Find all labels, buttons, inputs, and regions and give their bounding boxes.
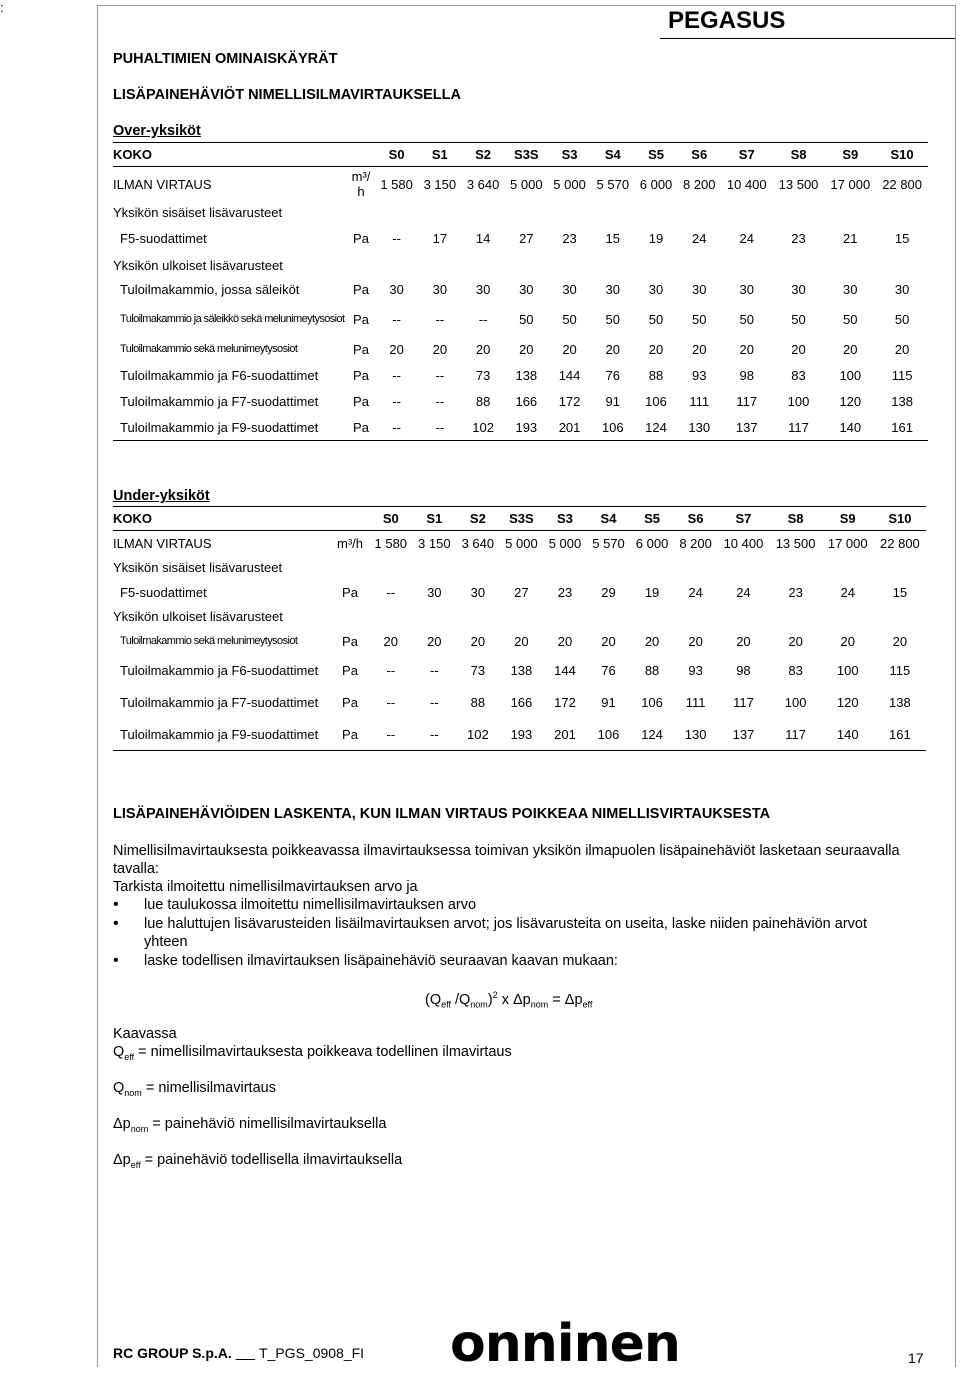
accessory-value: 88 — [644, 663, 660, 678]
accessory-value: 172 — [558, 394, 581, 409]
size-header-cell: S3S — [505, 143, 548, 167]
accessory-value: 20 — [644, 634, 660, 649]
over-acc-row — [113, 277, 928, 303]
under-internal-row — [113, 556, 926, 580]
accessory-value: 115 — [891, 368, 913, 383]
accessory-value: 20 — [736, 634, 751, 649]
size-header-cell: S4 — [587, 507, 631, 531]
f5-value: 23 — [791, 231, 806, 246]
size-header-cell: S7 — [721, 143, 773, 167]
accessory-value: 20 — [519, 342, 534, 357]
accessory-unit: Pa — [353, 394, 369, 409]
airflow-value: 1 580 — [380, 176, 413, 192]
accessory-value: 20 — [605, 342, 621, 357]
accessory-value: -- — [369, 719, 413, 751]
accessory-value: 88 — [470, 695, 486, 710]
accessory-value: 106 — [587, 719, 631, 751]
accessory-value: 88 — [475, 394, 491, 409]
accessory-label: Tuloilmakammio ja F6-suodattimet — [120, 663, 319, 678]
size-header-cell: S10 — [874, 507, 926, 531]
calc-bullet-list — [113, 896, 913, 971]
accessory-value: 138 — [510, 663, 533, 678]
over-table — [113, 142, 928, 441]
airflow-unit: m³/h — [337, 535, 363, 551]
f5-value: 21 — [843, 231, 858, 246]
f5-value: 15 — [605, 231, 621, 246]
accessory-value: 20 — [892, 634, 908, 649]
airflow-value: 17 000 — [827, 535, 868, 551]
accessory-label: Tuloilmakammio, jossa säleiköt — [120, 282, 300, 297]
size-header-cell — [347, 143, 375, 167]
accessory-value: 73 — [470, 663, 486, 678]
accessory-unit: Pa — [353, 342, 369, 357]
accessory-value: 111 — [685, 695, 706, 710]
airflow-value: 6 000 — [635, 535, 669, 551]
accessory-unit: Pa — [353, 312, 369, 327]
f5-value: -- — [386, 584, 396, 600]
onninen-logo: onninen — [450, 1314, 680, 1374]
accessory-value: 30 — [739, 282, 754, 297]
accessory-unit: Pa — [347, 415, 375, 441]
f5-value: 17 — [432, 231, 448, 246]
f5-value: 23 — [562, 231, 577, 246]
size-header-label: KOKO — [113, 143, 347, 167]
accessory-value: 50 — [519, 312, 534, 327]
accessory-value: 93 — [692, 368, 707, 383]
size-header-cell: S9 — [824, 143, 876, 167]
airflow-value: 22 800 — [880, 535, 920, 551]
size-header-label: KOKO — [113, 507, 331, 531]
airflow-value: 6 000 — [639, 176, 673, 192]
accessory-value: -- — [478, 312, 488, 327]
accessory-unit: Pa — [353, 282, 369, 297]
size-header-cell: S7 — [717, 507, 769, 531]
accessory-value: -- — [418, 415, 461, 441]
accessory-label: Tuloilmakammio ja F9-suodattimet — [113, 719, 331, 751]
accessory-value: 50 — [605, 312, 621, 327]
accessory-value: 20 — [601, 634, 616, 649]
accessory-value: 88 — [648, 368, 664, 383]
internal-accessories-label: Yksikön sisäiset lisävarusteet — [113, 560, 283, 575]
def-pnom: $\Delta p_{nom}$ = painehäviö nimellisilmavirtauksella — [113, 1116, 387, 1134]
over-f5-row — [113, 224, 928, 254]
internal-accessories-label: Yksikön sisäiset lisävarusteet — [113, 205, 283, 220]
size-header-cell: S10 — [876, 143, 928, 167]
f5-value: 29 — [601, 584, 616, 600]
accessory-value: 20 — [475, 342, 491, 357]
airflow-unit: m³/ h — [351, 169, 371, 200]
accessory-value: 106 — [591, 415, 634, 441]
accessory-value: 20 — [648, 342, 664, 357]
accessory-value: 117 — [773, 415, 825, 441]
corner-mark: : — [0, 0, 4, 15]
airflow-value: 5 000 — [505, 535, 538, 551]
accessory-value: 93 — [688, 663, 703, 678]
accessory-value: -- — [435, 368, 445, 383]
accessory-value: 98 — [739, 368, 754, 383]
accessory-value: 98 — [736, 663, 751, 678]
accessory-label: Tuloilmakammio ja F6-suodattimet — [120, 368, 319, 383]
accessory-value: 20 — [894, 342, 910, 357]
accessory-value: 20 — [389, 342, 404, 357]
frame-left-line — [97, 5, 98, 1367]
accessory-value: 50 — [692, 312, 707, 327]
accessory-value: 193 — [500, 719, 544, 751]
f5-filter-label: F5-suodattimet — [120, 231, 207, 246]
f5-value: 27 — [514, 584, 529, 600]
f5-value: 30 — [470, 584, 486, 600]
accessory-value: 20 — [557, 634, 573, 649]
accessory-value: 30 — [389, 282, 404, 297]
accessory-label: Tuloilmakammio sekä melunimeytysosiot — [120, 343, 298, 355]
airflow-value: 17 000 — [830, 176, 871, 192]
over-acc-row — [113, 363, 928, 389]
accessory-value: 161 — [876, 415, 928, 441]
accessory-value: 30 — [432, 282, 448, 297]
size-header-cell: S9 — [822, 507, 874, 531]
accessory-value: 50 — [739, 312, 754, 327]
accessory-value: -- — [386, 695, 396, 710]
accessory-value: 83 — [788, 663, 803, 678]
over-acc-row — [113, 389, 928, 415]
accessory-value: -- — [392, 312, 401, 327]
accessory-value: 138 — [515, 368, 538, 383]
over-airflow-row — [113, 167, 928, 202]
accessory-value: 20 — [688, 634, 703, 649]
accessory-unit: Pa — [353, 368, 369, 383]
airflow-value: 5 570 — [596, 176, 630, 192]
frame-top-line — [97, 5, 955, 6]
f5-value: 23 — [788, 584, 803, 600]
f5-value: 24 — [739, 231, 754, 246]
size-header-cell: S3 — [543, 507, 587, 531]
accessory-value: 100 — [836, 663, 859, 678]
f5-filter-label: F5-suodattimet — [120, 584, 207, 600]
size-header-cell — [331, 507, 369, 531]
frame-right-line — [955, 5, 956, 1367]
f5-value: 24 — [736, 584, 751, 600]
accessory-value: 100 — [839, 368, 862, 383]
accessory-value: 137 — [717, 719, 769, 751]
f5-value: 15 — [892, 584, 908, 600]
accessory-value: 20 — [739, 342, 754, 357]
under-header-row — [113, 507, 926, 531]
accessory-value: -- — [413, 719, 457, 751]
over-acc-row — [113, 303, 928, 337]
airflow-value: 3 640 — [461, 535, 495, 551]
f5-value: 30 — [427, 584, 442, 600]
header-separator — [660, 38, 955, 39]
size-header-cell: S8 — [770, 507, 822, 531]
accessory-value: -- — [435, 312, 445, 327]
accessory-unit: Pa — [342, 663, 358, 678]
accessory-value: 30 — [791, 282, 806, 297]
accessory-value: 83 — [791, 368, 806, 383]
footer-doc: T_PGS_0908_FI — [259, 1345, 365, 1361]
f5-value: 15 — [894, 231, 910, 246]
accessory-label: Tuloilmakammio ja F7-suodattimet — [120, 394, 319, 409]
accessory-value: 102 — [456, 719, 500, 751]
airflow-label: ILMAN VIRTAUS — [113, 535, 212, 551]
accessory-value: 50 — [894, 312, 910, 327]
over-external-row — [113, 254, 928, 277]
accessory-value: 30 — [562, 282, 577, 297]
accessory-value: 20 — [427, 634, 442, 649]
accessory-value: -- — [429, 663, 439, 678]
accessory-value: 20 — [843, 342, 858, 357]
accessory-value: 124 — [630, 719, 674, 751]
accessory-label: Tuloilmakammio ja F9-suodattimet — [113, 415, 347, 441]
f5-value: 24 — [688, 584, 703, 600]
kaavassa-label: Kaavassa — [113, 1026, 177, 1042]
size-header-cell: S3S — [500, 507, 544, 531]
airflow-value: 13 500 — [775, 535, 816, 551]
footer-company: RC GROUP S.p.A. — [113, 1345, 232, 1361]
accessory-value: 130 — [678, 415, 721, 441]
accessory-value: 117 — [733, 695, 754, 710]
under-acc-row — [113, 719, 926, 751]
airflow-value: 1 580 — [374, 535, 408, 551]
under-airflow-row — [113, 531, 926, 556]
accessory-value: 30 — [475, 282, 491, 297]
section-subtitle: LISÄPAINEHÄVIÖT NIMELLISILMAVIRTAUKSELLA — [113, 87, 461, 103]
over-acc-row — [113, 337, 928, 363]
section-title: PUHALTIMIEN OMINAISKÄYRÄT — [113, 51, 338, 67]
accessory-value: 30 — [605, 282, 621, 297]
calc-check: Tarkista ilmoitettu nimellisilmavirtauksen arvo ja — [113, 879, 418, 895]
accessory-value: -- — [435, 394, 445, 409]
accessory-value: 161 — [874, 719, 926, 751]
accessory-unit: Pa — [342, 634, 358, 649]
size-header-cell: S4 — [591, 143, 634, 167]
external-accessories-label: Yksikön ulkoiset lisävarusteet — [113, 609, 283, 624]
accessory-value: 137 — [721, 415, 773, 441]
accessory-value: 201 — [543, 719, 587, 751]
calc-intro: Nimellisilmavirtauksesta poikkeavassa ilmavirtauksessa toimivan yksikön ilmapuolen lisäpainehäviöt lasketaan seuraavalla tavalla: — [113, 843, 900, 877]
def-peff: $\Delta p_{eff}$ = painehäviö todellisella ilmavirtauksella — [113, 1152, 403, 1170]
brand-title: PEGASUS — [668, 7, 786, 34]
size-header-cell: S1 — [418, 143, 461, 167]
bullet-item: • lue taulukossa ilmoitettu nimellisilmavirtauksen arvo — [113, 896, 913, 914]
accessory-value: 124 — [634, 415, 677, 441]
airflow-label: ILMAN VIRTAUS — [113, 176, 212, 192]
airflow-value: 10 400 — [726, 176, 767, 192]
def-qeff: $Q_{eff}$ = nimellisilmavirtauksesta poikkeava todellinen ilmavirtaus — [113, 1044, 512, 1062]
accessory-value: 73 — [475, 368, 491, 383]
accessory-value: 144 — [554, 663, 576, 678]
accessory-value: -- — [375, 415, 418, 441]
bullet-item: • laske todellisen ilmavirtauksen lisäpainehäviö seuraavan kaavan mukaan: — [113, 952, 913, 970]
bullet-item: • lue haluttujen lisävarusteiden lisäilmavirtauksen arvot; jos lisävarusteita on useita, laske niiden painehäviön arvot yhteen — [113, 915, 913, 951]
accessory-value: 30 — [894, 282, 910, 297]
size-header-cell: S2 — [456, 507, 500, 531]
f5-value: 24 — [692, 231, 707, 246]
accessory-value: 30 — [519, 282, 534, 297]
airflow-value: 3 150 — [423, 176, 457, 192]
airflow-value: 3 150 — [418, 535, 451, 551]
under-table — [113, 506, 926, 751]
calc-heading: LISÄPAINEHÄVIÖIDEN LASKENTA, KUN ILMAN VIRTAUS POIKKEAA NIMELLISVIRTAUKSESTA — [113, 806, 771, 822]
under-f5-row — [113, 580, 926, 605]
accessory-value: 201 — [548, 415, 591, 441]
accessory-value: 100 — [784, 695, 807, 710]
footer-left — [113, 1345, 364, 1361]
airflow-value: 5 000 — [510, 176, 543, 192]
accessory-value: 100 — [787, 394, 810, 409]
over-header-row — [113, 143, 928, 167]
airflow-value: 8 200 — [682, 176, 716, 192]
accessory-value: 30 — [692, 282, 707, 297]
accessory-value: 115 — [889, 663, 911, 678]
size-header-cell: S1 — [413, 507, 457, 531]
accessory-value: 111 — [689, 394, 710, 409]
accessory-unit: Pa — [331, 719, 369, 751]
def-qnom: $Q_{nom}$ = nimellisilmavirtaus — [113, 1080, 276, 1098]
accessory-value: 20 — [470, 634, 486, 649]
size-header-cell: S8 — [773, 143, 825, 167]
airflow-value: 22 800 — [882, 176, 922, 192]
f5-unit: Pa — [353, 231, 369, 246]
accessory-value: 138 — [889, 695, 911, 710]
accessory-label: Tuloilmakammio sekä melunimeytysosiot — [120, 635, 298, 647]
airflow-value: 5 000 — [553, 176, 586, 192]
accessory-value: 50 — [562, 312, 577, 327]
accessory-value: 172 — [554, 695, 576, 710]
accessory-value: 76 — [605, 368, 621, 383]
under-acc-row — [113, 655, 926, 687]
accessory-value: 20 — [840, 634, 855, 649]
accessory-value: 50 — [791, 312, 806, 327]
accessory-value: 166 — [510, 695, 533, 710]
size-header-cell: S2 — [461, 143, 504, 167]
accessory-value: 76 — [601, 663, 616, 678]
accessory-value: -- — [386, 663, 396, 678]
accessory-unit: Pa — [342, 695, 358, 710]
accessory-value: 106 — [645, 394, 667, 409]
f5-value: 27 — [519, 231, 534, 246]
accessory-value: 20 — [562, 342, 577, 357]
accessory-value: 20 — [692, 342, 707, 357]
size-header-cell: S0 — [375, 143, 418, 167]
size-header-cell: S5 — [630, 507, 674, 531]
size-header-cell: S5 — [634, 143, 677, 167]
accessory-value: 193 — [505, 415, 548, 441]
accessory-value: 20 — [383, 634, 398, 649]
accessory-value: 130 — [674, 719, 718, 751]
under-external-row — [113, 605, 926, 629]
accessory-value: -- — [392, 394, 401, 409]
over-acc-row — [113, 415, 928, 441]
accessory-value: 140 — [824, 415, 876, 441]
over-internal-row — [113, 202, 928, 224]
f5-value: 14 — [475, 231, 491, 246]
accessory-value: 30 — [843, 282, 858, 297]
external-accessories-label: Yksikön ulkoiset lisävarusteet — [113, 257, 283, 273]
accessory-value: 144 — [558, 368, 581, 383]
accessory-value: 166 — [515, 394, 538, 409]
accessory-value: 120 — [839, 394, 862, 409]
accessory-value: 120 — [836, 695, 859, 710]
f5-value: 19 — [648, 231, 664, 246]
page-number: 17 — [908, 1350, 924, 1366]
under-heading: Under-yksiköt — [113, 488, 210, 504]
formula: ($Q_{eff}$ $/Q_{nom})^2$ x $\Delta p_{nom} = \Delta p_{eff}$ — [425, 990, 593, 1010]
accessory-value: 20 — [788, 634, 803, 649]
f5-value: 24 — [840, 584, 855, 600]
airflow-value: 5 570 — [592, 535, 625, 551]
over-heading: Over-yksiköt — [113, 123, 201, 139]
accessory-value: 138 — [891, 394, 913, 409]
accessory-value: 140 — [822, 719, 874, 751]
airflow-value: 10 400 — [723, 535, 764, 551]
accessory-value: 117 — [770, 719, 822, 751]
size-header-cell: S3 — [548, 143, 591, 167]
under-acc-row — [113, 687, 926, 719]
accessory-label: Tuloilmakammio ja säleikkö sekä melunimeytysosiot — [120, 313, 345, 325]
accessory-value: -- — [392, 368, 401, 383]
airflow-value: 13 500 — [778, 176, 819, 192]
accessory-value: 50 — [843, 312, 858, 327]
accessory-value: 20 — [514, 634, 529, 649]
size-header-cell: S6 — [678, 143, 721, 167]
accessory-value: 106 — [641, 695, 663, 710]
under-acc-row — [113, 629, 926, 655]
f5-unit: Pa — [342, 584, 358, 600]
accessory-value: 20 — [791, 342, 806, 357]
accessory-value: 20 — [432, 342, 448, 357]
airflow-value: 3 640 — [466, 176, 500, 192]
accessory-value: 91 — [601, 695, 616, 710]
accessory-value: 91 — [605, 394, 621, 409]
airflow-value: 8 200 — [679, 535, 712, 551]
airflow-value: 5 000 — [548, 535, 582, 551]
size-header-cell: S0 — [369, 507, 413, 531]
accessory-value: 30 — [648, 282, 664, 297]
accessory-value: 50 — [648, 312, 664, 327]
size-header-cell: S6 — [674, 507, 718, 531]
f5-value: 23 — [557, 584, 573, 600]
f5-value: 19 — [644, 584, 660, 600]
f5-value: -- — [392, 231, 401, 246]
accessory-value: 102 — [461, 415, 504, 441]
accessory-value: -- — [429, 695, 439, 710]
accessory-value: 117 — [736, 394, 758, 409]
accessory-label: Tuloilmakammio ja F7-suodattimet — [120, 695, 319, 710]
